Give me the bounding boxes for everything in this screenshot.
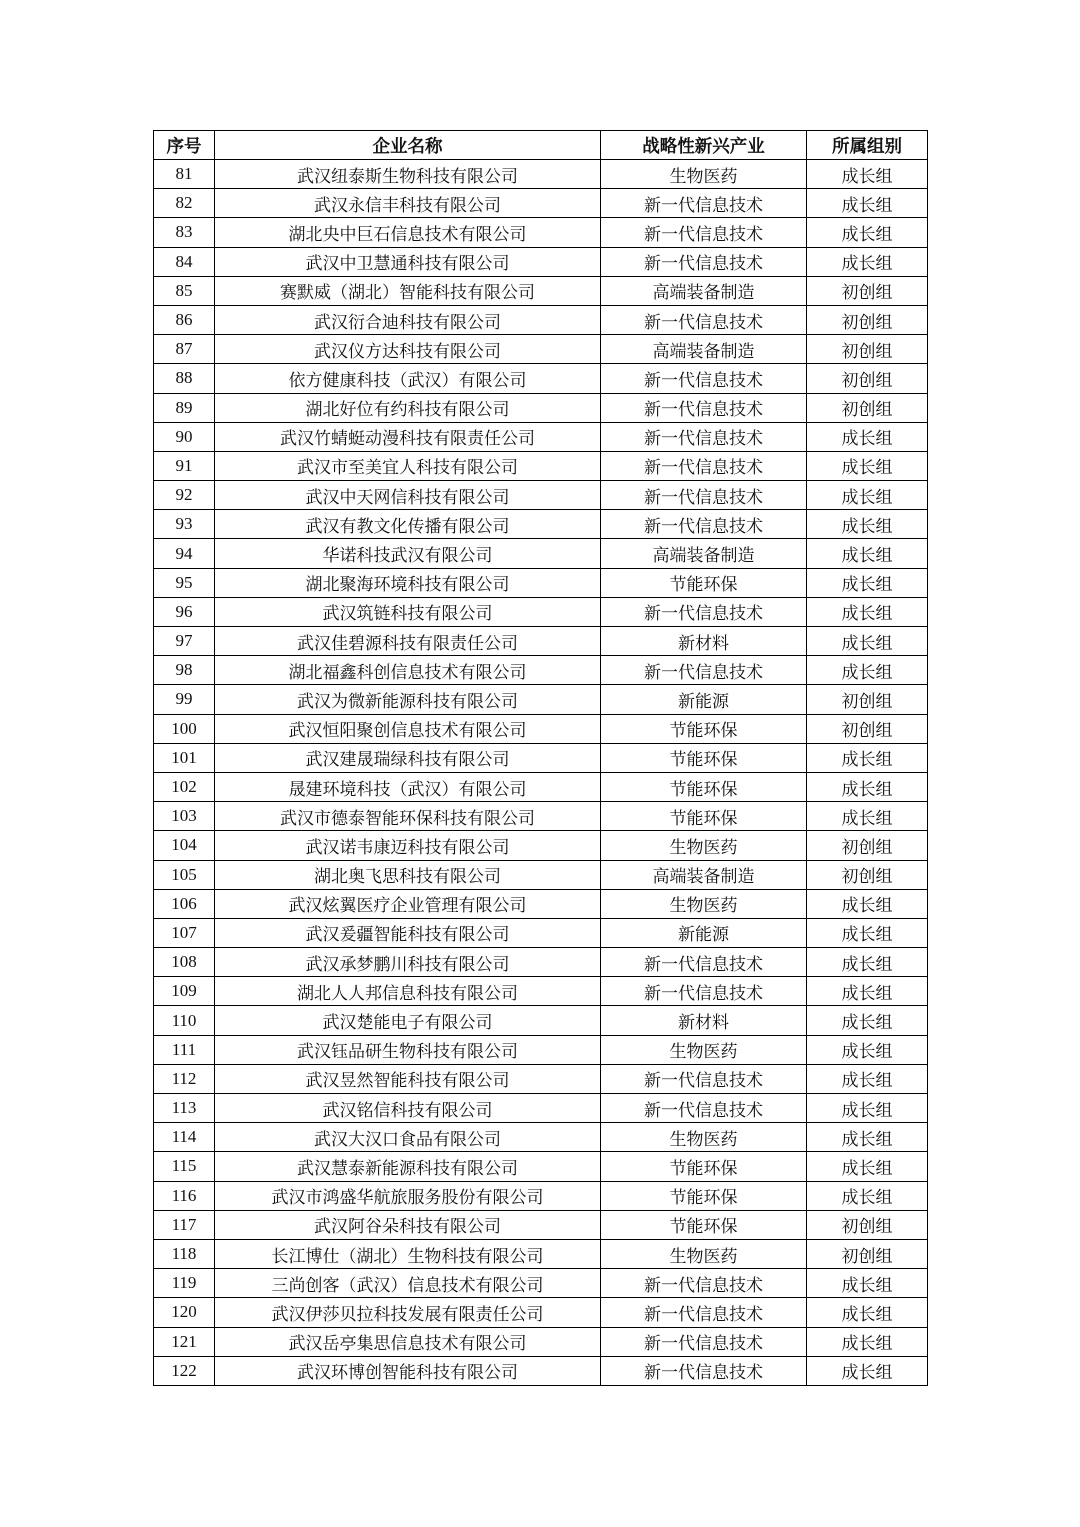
table-row bbox=[154, 247, 928, 276]
company-name-cell: 赛默威（湖北）智能科技有限公司 bbox=[215, 276, 601, 305]
group-cell: 初创组 bbox=[807, 393, 928, 422]
industry-cell: 新一代信息技术 bbox=[601, 305, 807, 334]
table-row bbox=[154, 1006, 928, 1035]
industry-cell: 新一代信息技术 bbox=[601, 364, 807, 393]
group-cell: 成长组 bbox=[807, 889, 928, 918]
serial-number-cell: 114 bbox=[154, 1123, 215, 1152]
industry-cell: 节能环保 bbox=[601, 1181, 807, 1210]
header-group: 所属组别 bbox=[807, 131, 928, 160]
table-row bbox=[154, 1327, 928, 1356]
serial-number-cell: 108 bbox=[154, 948, 215, 977]
serial-number-cell: 99 bbox=[154, 685, 215, 714]
serial-number-cell: 118 bbox=[154, 1239, 215, 1268]
serial-number-cell: 87 bbox=[154, 335, 215, 364]
group-cell: 成长组 bbox=[807, 597, 928, 626]
group-cell: 成长组 bbox=[807, 1123, 928, 1152]
company-name-cell: 武汉慧泰新能源科技有限公司 bbox=[215, 1152, 601, 1181]
table-row bbox=[154, 1123, 928, 1152]
group-cell: 成长组 bbox=[807, 539, 928, 568]
table-row bbox=[154, 1269, 928, 1298]
table-row bbox=[154, 393, 928, 422]
serial-number-cell: 85 bbox=[154, 276, 215, 305]
company-name-cell: 武汉佳碧源科技有限责任公司 bbox=[215, 627, 601, 656]
industry-cell: 新一代信息技术 bbox=[601, 1064, 807, 1093]
table-row bbox=[154, 1064, 928, 1093]
company-name-cell: 湖北人人邦信息科技有限公司 bbox=[215, 977, 601, 1006]
industry-cell: 生物医药 bbox=[601, 889, 807, 918]
group-cell: 成长组 bbox=[807, 1152, 928, 1181]
group-cell: 成长组 bbox=[807, 218, 928, 247]
table-row bbox=[154, 772, 928, 801]
group-cell: 初创组 bbox=[807, 364, 928, 393]
serial-number-cell: 119 bbox=[154, 1269, 215, 1298]
serial-number-cell: 120 bbox=[154, 1298, 215, 1327]
table-row bbox=[154, 364, 928, 393]
serial-number-cell: 92 bbox=[154, 481, 215, 510]
company-name-cell: 三尚创客（武汉）信息技术有限公司 bbox=[215, 1269, 601, 1298]
company-name-cell: 武汉永信丰科技有限公司 bbox=[215, 189, 601, 218]
industry-cell: 节能环保 bbox=[601, 802, 807, 831]
serial-number-cell: 105 bbox=[154, 860, 215, 889]
group-cell: 成长组 bbox=[807, 422, 928, 451]
table-row bbox=[154, 568, 928, 597]
industry-cell: 生物医药 bbox=[601, 1239, 807, 1268]
group-cell: 成长组 bbox=[807, 1298, 928, 1327]
serial-number-cell: 86 bbox=[154, 305, 215, 334]
company-name-cell: 武汉楚能电子有限公司 bbox=[215, 1006, 601, 1035]
table-row bbox=[154, 422, 928, 451]
industry-cell: 新一代信息技术 bbox=[601, 948, 807, 977]
serial-number-cell: 90 bbox=[154, 422, 215, 451]
table-row bbox=[154, 1210, 928, 1239]
serial-number-cell: 82 bbox=[154, 189, 215, 218]
serial-number-cell: 106 bbox=[154, 889, 215, 918]
company-name-cell: 武汉钰品研生物科技有限公司 bbox=[215, 1035, 601, 1064]
company-name-cell: 武汉铭信科技有限公司 bbox=[215, 1094, 601, 1123]
serial-number-cell: 101 bbox=[154, 743, 215, 772]
serial-number-cell: 83 bbox=[154, 218, 215, 247]
company-name-cell: 武汉筑链科技有限公司 bbox=[215, 597, 601, 626]
group-cell: 成长组 bbox=[807, 160, 928, 189]
group-cell: 成长组 bbox=[807, 189, 928, 218]
serial-number-cell: 91 bbox=[154, 451, 215, 480]
industry-cell: 高端装备制造 bbox=[601, 860, 807, 889]
company-name-cell: 武汉昱然智能科技有限公司 bbox=[215, 1064, 601, 1093]
group-cell: 成长组 bbox=[807, 1356, 928, 1385]
industry-cell: 新一代信息技术 bbox=[601, 393, 807, 422]
header-strategic-industry: 战略性新兴产业 bbox=[601, 131, 807, 160]
table-row bbox=[154, 510, 928, 539]
group-cell: 成长组 bbox=[807, 1094, 928, 1123]
company-name-cell: 武汉承梦鹏川科技有限公司 bbox=[215, 948, 601, 977]
table-body bbox=[154, 160, 928, 1386]
group-cell: 成长组 bbox=[807, 1035, 928, 1064]
industry-cell: 节能环保 bbox=[601, 1210, 807, 1239]
company-name-cell: 武汉纽泰斯生物科技有限公司 bbox=[215, 160, 601, 189]
serial-number-cell: 102 bbox=[154, 772, 215, 801]
industry-cell: 新一代信息技术 bbox=[601, 1094, 807, 1123]
company-name-cell: 依方健康科技（武汉）有限公司 bbox=[215, 364, 601, 393]
table-row bbox=[154, 160, 928, 189]
table-row bbox=[154, 481, 928, 510]
table-row bbox=[154, 189, 928, 218]
group-cell: 成长组 bbox=[807, 802, 928, 831]
table-row bbox=[154, 218, 928, 247]
industry-cell: 新一代信息技术 bbox=[601, 1298, 807, 1327]
company-name-cell: 武汉中天网信科技有限公司 bbox=[215, 481, 601, 510]
group-cell: 成长组 bbox=[807, 247, 928, 276]
group-cell: 初创组 bbox=[807, 276, 928, 305]
group-cell: 成长组 bbox=[807, 481, 928, 510]
industry-cell: 新一代信息技术 bbox=[601, 422, 807, 451]
company-name-cell: 晟建环境科技（武汉）有限公司 bbox=[215, 772, 601, 801]
group-cell: 成长组 bbox=[807, 1181, 928, 1210]
serial-number-cell: 97 bbox=[154, 627, 215, 656]
group-cell: 成长组 bbox=[807, 1327, 928, 1356]
table-header-row bbox=[154, 131, 928, 160]
group-cell: 成长组 bbox=[807, 1064, 928, 1093]
company-name-cell: 武汉市鸿盛华航旅服务股份有限公司 bbox=[215, 1181, 601, 1210]
company-name-cell: 武汉竹蜻蜓动漫科技有限责任公司 bbox=[215, 422, 601, 451]
group-cell: 成长组 bbox=[807, 1269, 928, 1298]
company-name-cell: 武汉诺韦康迈科技有限公司 bbox=[215, 831, 601, 860]
group-cell: 成长组 bbox=[807, 977, 928, 1006]
table-row bbox=[154, 276, 928, 305]
serial-number-cell: 109 bbox=[154, 977, 215, 1006]
table-row bbox=[154, 627, 928, 656]
company-name-cell: 武汉衍合迪科技有限公司 bbox=[215, 305, 601, 334]
group-cell: 成长组 bbox=[807, 451, 928, 480]
company-name-cell: 武汉伊莎贝拉科技发展有限责任公司 bbox=[215, 1298, 601, 1327]
serial-number-cell: 117 bbox=[154, 1210, 215, 1239]
serial-number-cell: 115 bbox=[154, 1152, 215, 1181]
table-row bbox=[154, 1298, 928, 1327]
table-row bbox=[154, 831, 928, 860]
serial-number-cell: 121 bbox=[154, 1327, 215, 1356]
table-row bbox=[154, 918, 928, 947]
table-row bbox=[154, 1152, 928, 1181]
group-cell: 成长组 bbox=[807, 1006, 928, 1035]
industry-cell: 新一代信息技术 bbox=[601, 451, 807, 480]
company-name-cell: 湖北央中巨石信息技术有限公司 bbox=[215, 218, 601, 247]
industry-cell: 新一代信息技术 bbox=[601, 189, 807, 218]
group-cell: 成长组 bbox=[807, 918, 928, 947]
serial-number-cell: 113 bbox=[154, 1094, 215, 1123]
group-cell: 初创组 bbox=[807, 860, 928, 889]
group-cell: 初创组 bbox=[807, 1239, 928, 1268]
company-name-cell: 华诺科技武汉有限公司 bbox=[215, 539, 601, 568]
industry-cell: 生物医药 bbox=[601, 1123, 807, 1152]
industry-cell: 生物医药 bbox=[601, 160, 807, 189]
industry-cell: 高端装备制造 bbox=[601, 335, 807, 364]
industry-cell: 新一代信息技术 bbox=[601, 656, 807, 685]
company-table bbox=[153, 130, 928, 1386]
table-row bbox=[154, 335, 928, 364]
group-cell: 成长组 bbox=[807, 656, 928, 685]
group-cell: 成长组 bbox=[807, 948, 928, 977]
company-name-cell: 武汉仪方达科技有限公司 bbox=[215, 335, 601, 364]
serial-number-cell: 89 bbox=[154, 393, 215, 422]
table-row bbox=[154, 451, 928, 480]
group-cell: 初创组 bbox=[807, 685, 928, 714]
serial-number-cell: 104 bbox=[154, 831, 215, 860]
table-row bbox=[154, 977, 928, 1006]
serial-number-cell: 111 bbox=[154, 1035, 215, 1064]
table-row bbox=[154, 597, 928, 626]
industry-cell: 新一代信息技术 bbox=[601, 1327, 807, 1356]
serial-number-cell: 81 bbox=[154, 160, 215, 189]
company-name-cell: 武汉为微新能源科技有限公司 bbox=[215, 685, 601, 714]
company-name-cell: 武汉阿谷朵科技有限公司 bbox=[215, 1210, 601, 1239]
company-name-cell: 武汉市德泰智能环保科技有限公司 bbox=[215, 802, 601, 831]
company-name-cell: 武汉爰疆智能科技有限公司 bbox=[215, 918, 601, 947]
group-cell: 成长组 bbox=[807, 568, 928, 597]
table-row bbox=[154, 1035, 928, 1064]
industry-cell: 节能环保 bbox=[601, 568, 807, 597]
table-row bbox=[154, 889, 928, 918]
serial-number-cell: 122 bbox=[154, 1356, 215, 1385]
industry-cell: 新材料 bbox=[601, 1006, 807, 1035]
table-row bbox=[154, 1181, 928, 1210]
industry-cell: 新一代信息技术 bbox=[601, 977, 807, 1006]
industry-cell: 生物医药 bbox=[601, 831, 807, 860]
serial-number-cell: 93 bbox=[154, 510, 215, 539]
company-name-cell: 武汉市至美宜人科技有限公司 bbox=[215, 451, 601, 480]
serial-number-cell: 116 bbox=[154, 1181, 215, 1210]
industry-cell: 新一代信息技术 bbox=[601, 597, 807, 626]
serial-number-cell: 88 bbox=[154, 364, 215, 393]
group-cell: 初创组 bbox=[807, 305, 928, 334]
serial-number-cell: 95 bbox=[154, 568, 215, 597]
industry-cell: 新一代信息技术 bbox=[601, 510, 807, 539]
serial-number-cell: 107 bbox=[154, 918, 215, 947]
company-name-cell: 湖北好位有约科技有限公司 bbox=[215, 393, 601, 422]
company-name-cell: 武汉环博创智能科技有限公司 bbox=[215, 1356, 601, 1385]
group-cell: 成长组 bbox=[807, 510, 928, 539]
industry-cell: 新一代信息技术 bbox=[601, 1356, 807, 1385]
industry-cell: 新能源 bbox=[601, 918, 807, 947]
group-cell: 初创组 bbox=[807, 335, 928, 364]
group-cell: 成长组 bbox=[807, 743, 928, 772]
company-name-cell: 武汉中卫慧通科技有限公司 bbox=[215, 247, 601, 276]
industry-cell: 新一代信息技术 bbox=[601, 481, 807, 510]
serial-number-cell: 103 bbox=[154, 802, 215, 831]
company-name-cell: 武汉建晟瑞绿科技有限公司 bbox=[215, 743, 601, 772]
company-name-cell: 武汉大汉口食品有限公司 bbox=[215, 1123, 601, 1152]
group-cell: 初创组 bbox=[807, 831, 928, 860]
table-row bbox=[154, 1239, 928, 1268]
group-cell: 成长组 bbox=[807, 627, 928, 656]
company-name-cell: 湖北奥飞思科技有限公司 bbox=[215, 860, 601, 889]
industry-cell: 新一代信息技术 bbox=[601, 218, 807, 247]
company-name-cell: 武汉岳亭集思信息技术有限公司 bbox=[215, 1327, 601, 1356]
industry-cell: 生物医药 bbox=[601, 1035, 807, 1064]
industry-cell: 新一代信息技术 bbox=[601, 1269, 807, 1298]
table-row bbox=[154, 860, 928, 889]
table-row bbox=[154, 743, 928, 772]
serial-number-cell: 84 bbox=[154, 247, 215, 276]
industry-cell: 节能环保 bbox=[601, 1152, 807, 1181]
industry-cell: 节能环保 bbox=[601, 714, 807, 743]
table-row bbox=[154, 1094, 928, 1123]
industry-cell: 新能源 bbox=[601, 685, 807, 714]
serial-number-cell: 94 bbox=[154, 539, 215, 568]
industry-cell: 新材料 bbox=[601, 627, 807, 656]
serial-number-cell: 110 bbox=[154, 1006, 215, 1035]
company-name-cell: 武汉炫翼医疗企业管理有限公司 bbox=[215, 889, 601, 918]
serial-number-cell: 98 bbox=[154, 656, 215, 685]
industry-cell: 高端装备制造 bbox=[601, 276, 807, 305]
group-cell: 初创组 bbox=[807, 714, 928, 743]
table-row bbox=[154, 685, 928, 714]
header-company-name: 企业名称 bbox=[215, 131, 601, 160]
company-name-cell: 武汉有教文化传播有限公司 bbox=[215, 510, 601, 539]
company-name-cell: 湖北福鑫科创信息技术有限公司 bbox=[215, 656, 601, 685]
company-name-cell: 湖北聚海环境科技有限公司 bbox=[215, 568, 601, 597]
table-row bbox=[154, 714, 928, 743]
industry-cell: 节能环保 bbox=[601, 772, 807, 801]
table-row bbox=[154, 948, 928, 977]
serial-number-cell: 96 bbox=[154, 597, 215, 626]
industry-cell: 新一代信息技术 bbox=[601, 247, 807, 276]
header-serial-number: 序号 bbox=[154, 131, 215, 160]
table-row bbox=[154, 539, 928, 568]
table-row bbox=[154, 656, 928, 685]
industry-cell: 节能环保 bbox=[601, 743, 807, 772]
table-row bbox=[154, 802, 928, 831]
company-name-cell: 武汉恒阳聚创信息技术有限公司 bbox=[215, 714, 601, 743]
table-row bbox=[154, 1356, 928, 1385]
company-name-cell: 长江博仕（湖北）生物科技有限公司 bbox=[215, 1239, 601, 1268]
group-cell: 初创组 bbox=[807, 1210, 928, 1239]
group-cell: 成长组 bbox=[807, 772, 928, 801]
industry-cell: 高端装备制造 bbox=[601, 539, 807, 568]
table-row bbox=[154, 305, 928, 334]
serial-number-cell: 100 bbox=[154, 714, 215, 743]
serial-number-cell: 112 bbox=[154, 1064, 215, 1093]
